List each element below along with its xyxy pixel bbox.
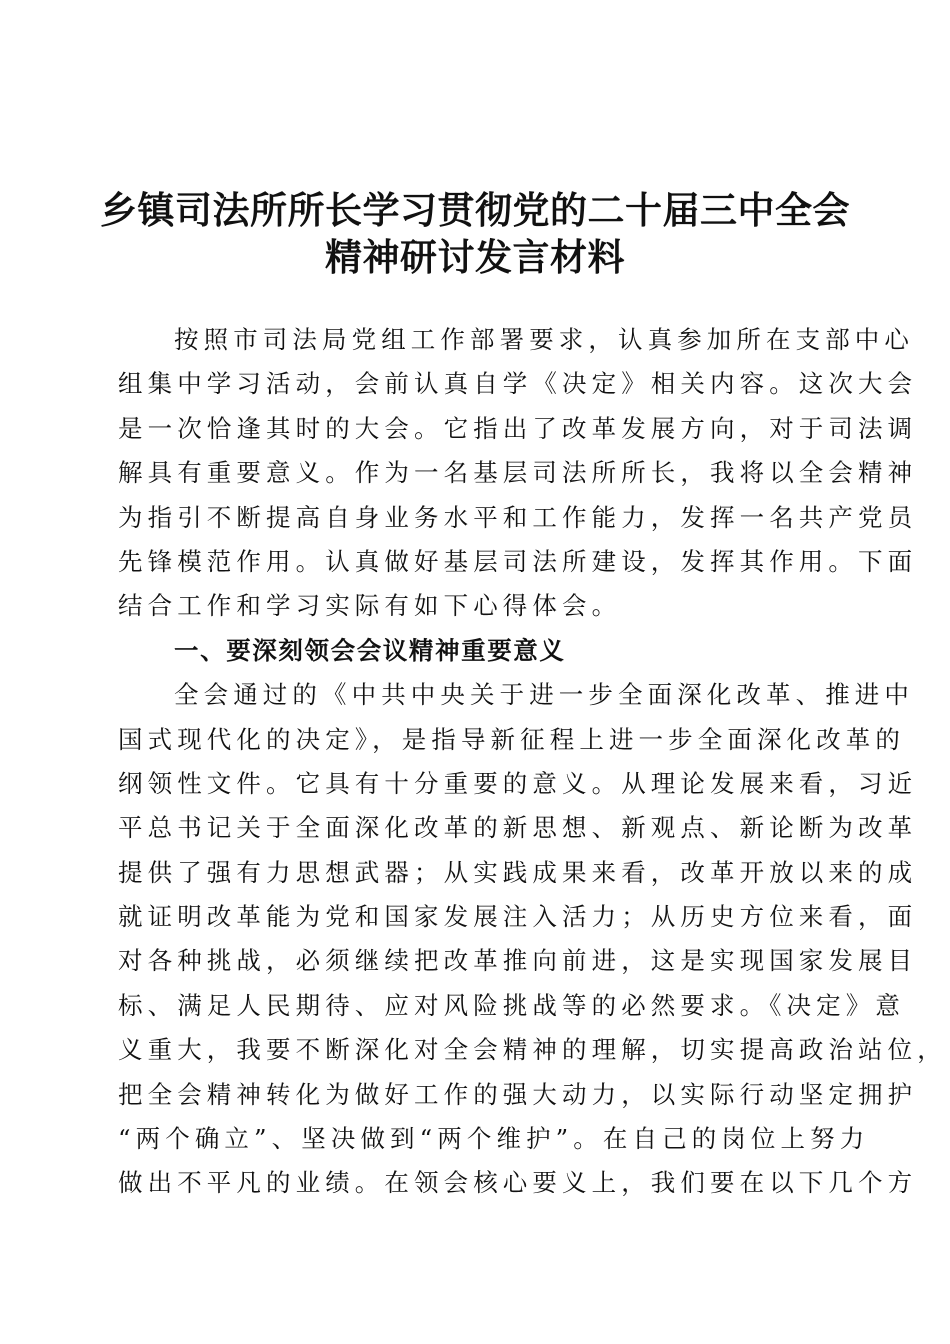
- paragraph-line: 对各种挑战，必须继续把改革推向前进，这是实现国家发展目: [118, 946, 918, 976]
- paragraph-line: 是一次恰逢其时的大会。它指出了改革发展方向，对于司法调: [118, 413, 918, 443]
- paragraph-line: 为指引不断提高自身业务水平和工作能力，发挥一名共产党员: [118, 502, 918, 532]
- paragraph-line: “两个确立”、坚决做到“两个维护”。在自己的岗位上努力: [118, 1124, 870, 1154]
- paragraph-line: 国式现代化的决定》，是指导新征程上进一步全面深化改革的: [118, 724, 905, 754]
- paragraph-line: 提供了强有力思想武器；从实践成果来看，改革开放以来的成: [118, 857, 918, 887]
- paragraph-section-1: [118, 673, 947, 1206]
- paragraph-line: 结合工作和学习实际有如下心得体会。: [118, 591, 622, 621]
- paragraph-line: 纲领性文件。它具有十分重要的意义。从理论发展来看，习近: [118, 768, 918, 798]
- paragraph-line: 就证明改革能为党和国家发展注入活力；从历史方位来看，面: [118, 902, 918, 932]
- paragraph-line: 解具有重要意义。作为一名基层司法所所长，我将以全会精神: [118, 458, 918, 488]
- paragraph-line: 先锋模范作用。认真做好基层司法所建设，发挥其作用。下面: [118, 546, 918, 576]
- paragraph-line: 平总书记关于全面深化改革的新思想、新观点、新论断为改革: [118, 813, 918, 843]
- paragraph-intro: [118, 318, 918, 629]
- section-heading-1: 一、要深刻领会会议精神重要意义: [174, 635, 566, 665]
- paragraph-line: 全会通过的《中共中央关于进一步全面深化改革、推进中: [174, 680, 914, 710]
- paragraph-line: 标、满足人民期待、应对风险挑战等的必然要求。《决定》意: [118, 990, 905, 1020]
- document-body: [118, 318, 947, 1206]
- paragraph-line: 把全会精神转化为做好工作的强大动力，以实际行动坚定拥护: [118, 1079, 918, 1109]
- document-title-line-2: 精神研讨发言材料: [325, 236, 625, 279]
- paragraph-line: 按照市司法局党组工作部署要求，认真参加所在支部中心: [174, 325, 914, 354]
- paragraph-line: 义重大，我要不断深化对全会精神的理解，切实提高政治站位，: [118, 1035, 947, 1065]
- paragraph-line: 做出不平凡的业绩。在领会核心要义上，我们要在以下几个方: [118, 1168, 918, 1198]
- document-title-line-1: 乡镇司法所所长学习贯彻党的二十届三中全会: [100, 189, 850, 232]
- paragraph-line: 组集中学习活动，会前认真自学《决定》相关内容。这次大会: [118, 369, 918, 399]
